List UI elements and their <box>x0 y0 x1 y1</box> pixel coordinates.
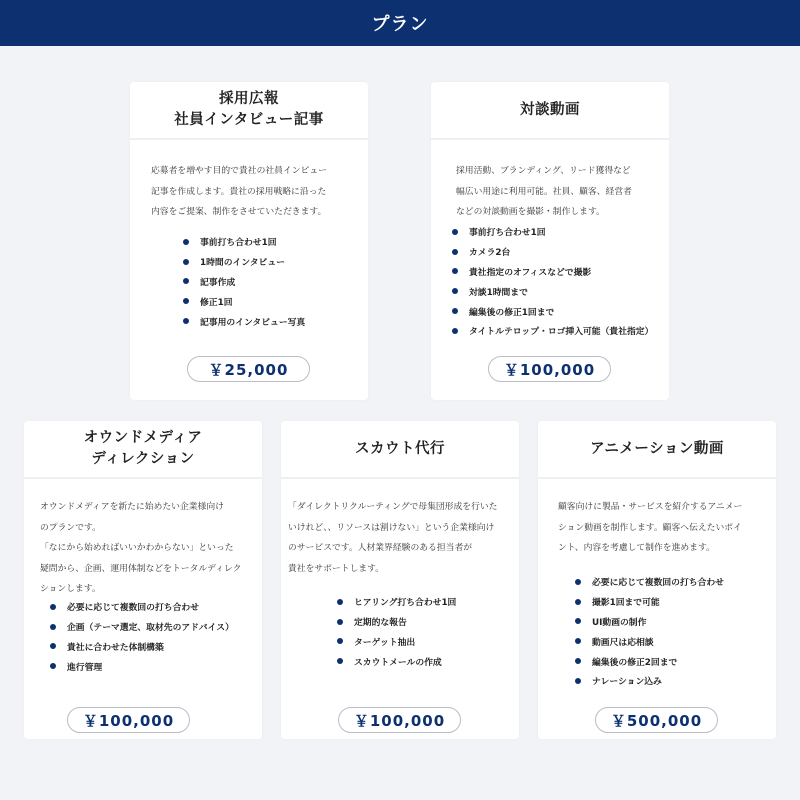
feature-list <box>452 222 653 341</box>
description-line: 「ダイレクトリクルーティングで母集団形成を行いた <box>288 502 498 512</box>
feature-item: スカウトメールの作成 <box>337 651 456 671</box>
feature-item: タイトルテロップ・ロゴ挿入可能（貴社指定） <box>452 321 653 341</box>
bullet-icon <box>50 663 56 669</box>
feature-list <box>337 592 456 671</box>
plan-title <box>538 421 776 479</box>
description-line: 応募者を増やす目的で貴社の社員インピュー <box>151 166 327 176</box>
plan-title-line: 社員インタビュー記事 <box>174 112 324 128</box>
bullet-icon <box>183 239 189 245</box>
feature-item: 1時間のインタビュー <box>183 252 305 272</box>
plan-description <box>456 161 632 223</box>
plan-card-animation-video <box>538 421 776 739</box>
plan-title-line: ディレクション <box>91 451 195 467</box>
feature-item: 編集後の修正1回まで <box>452 301 653 321</box>
bullet-icon <box>50 643 56 649</box>
bullet-icon <box>575 678 581 684</box>
feature-item: 貴社に合わせた体制構築 <box>50 637 234 657</box>
plan-card-dialogue-video <box>431 82 669 400</box>
bullet-icon <box>183 298 189 304</box>
feature-item: ナレーション込み <box>575 671 724 691</box>
plan-title <box>431 82 669 140</box>
plan-description <box>558 497 742 559</box>
plan-title-line: オウンドメディア <box>83 430 203 446</box>
feature-item: 動画尺は応相談 <box>575 631 724 651</box>
bullet-icon <box>452 328 458 334</box>
bullet-icon <box>575 579 581 585</box>
bullet-icon <box>337 638 343 644</box>
bullet-icon <box>452 288 458 294</box>
description-line: 幅広い用途に利用可能。社員、顧客、経営者 <box>456 186 632 197</box>
feature-item: ターゲット抽出 <box>337 632 456 652</box>
feature-item: ヒアリング打ち合わせ1回 <box>337 592 456 612</box>
description-line: ションします。 <box>40 584 101 594</box>
bullet-icon <box>183 318 189 324</box>
feature-item: 対談1時間まで <box>452 281 653 301</box>
page-title: プラン <box>371 14 429 35</box>
feature-item: 編集後の修正2回まで <box>575 651 724 671</box>
plan-title <box>24 421 262 479</box>
bullet-icon <box>50 624 56 630</box>
bullet-icon <box>452 308 458 314</box>
bullet-icon <box>337 658 343 664</box>
description-line: 顧客向けに製品・サービスを紹介するアニメー <box>558 502 743 512</box>
plan-description <box>151 161 327 223</box>
plan-card-owned-media <box>24 421 262 739</box>
description-line: などの対談動画を撮影・制作します。 <box>456 207 605 217</box>
feature-item: UI動画の制作 <box>575 612 724 632</box>
header-bar <box>0 0 800 46</box>
description-line: いけれど、、リソースは割けない」という企業様向け <box>288 522 495 533</box>
bullet-icon <box>452 229 458 235</box>
feature-item: 記事用のインタビュー写真 <box>183 311 305 331</box>
price-button[interactable]: ￥500,000 <box>595 707 718 733</box>
description-line: 内容をご提案、制作をさせていただきます。 <box>151 207 327 217</box>
plan-title <box>130 82 368 140</box>
description-line: のサービスです。人材業界経験のある担当者が <box>288 543 473 553</box>
plan-card-scout-agency <box>281 421 519 739</box>
feature-item: 貴社指定のオフィスなどで撮影 <box>452 262 653 282</box>
feature-item: 事前打ち合わせ1回 <box>452 222 653 242</box>
bullet-icon <box>452 268 458 274</box>
plan-title-line: 対談動画 <box>520 101 580 118</box>
feature-item: 事前打ち合わせ1回 <box>183 232 305 252</box>
bullet-icon <box>337 619 343 625</box>
feature-item: 撮影1回まで可能 <box>575 592 724 612</box>
price-button[interactable]: ￥100,000 <box>488 356 611 382</box>
plan-title-line: 採用広報 <box>219 91 279 107</box>
price-button[interactable]: ￥25,000 <box>187 356 310 382</box>
description-line: ント、内容を考慮して制作を進めます。 <box>558 543 715 553</box>
plan-title-line: スカウト代行 <box>355 440 445 457</box>
feature-list <box>575 572 724 691</box>
plan-title-line: アニメーション動画 <box>590 440 724 457</box>
description-line: 「なにから始めればいいかわからない」といった <box>40 543 234 553</box>
bullet-icon <box>183 259 189 265</box>
bullet-icon <box>337 599 343 605</box>
feature-item: 記事作成 <box>183 272 305 292</box>
plan-title <box>281 421 519 479</box>
bullet-icon <box>452 249 458 255</box>
bullet-icon <box>575 658 581 664</box>
feature-item: 必要に応じて複数回の打ち合わせ <box>50 597 234 617</box>
description-line: 採用活動、ブランディング、リード獲得など <box>456 166 631 176</box>
description-line: ション動画を制作します。顧客へ伝えたいポイ <box>558 522 742 533</box>
feature-item: カメラ2台 <box>452 242 653 262</box>
bullet-icon <box>50 604 56 610</box>
price-button[interactable]: ￥100,000 <box>338 707 461 733</box>
description-line: 貴社をサポートします。 <box>288 563 385 574</box>
plan-description <box>40 497 241 600</box>
feature-item: 修正1回 <box>183 291 305 311</box>
feature-list <box>50 597 234 676</box>
bullet-icon <box>575 599 581 605</box>
feature-item: 企画（テーマ選定、取材先のアドバイス） <box>50 617 234 637</box>
feature-list <box>183 232 305 331</box>
bullet-icon <box>575 638 581 644</box>
plan-card-recruit-interview <box>130 82 368 400</box>
description-line: のプランです。 <box>40 522 101 533</box>
feature-item: 進行管理 <box>50 656 234 676</box>
description-line: 疑問から、企画、運用体制などをトータルディレク <box>40 563 242 574</box>
description-line: オウンドメディアを新たに始めたい企業様向け <box>40 502 224 512</box>
feature-item: 必要に応じて複数回の打ち合わせ <box>575 572 724 592</box>
feature-item: 定期的な報告 <box>337 612 456 632</box>
bullet-icon <box>183 278 189 284</box>
price-button[interactable]: ￥100,000 <box>67 707 190 733</box>
bullet-icon <box>575 618 581 624</box>
description-line: 記事を作成します。貴社の採用戦略に沿った <box>151 186 327 197</box>
plan-description <box>288 497 497 579</box>
